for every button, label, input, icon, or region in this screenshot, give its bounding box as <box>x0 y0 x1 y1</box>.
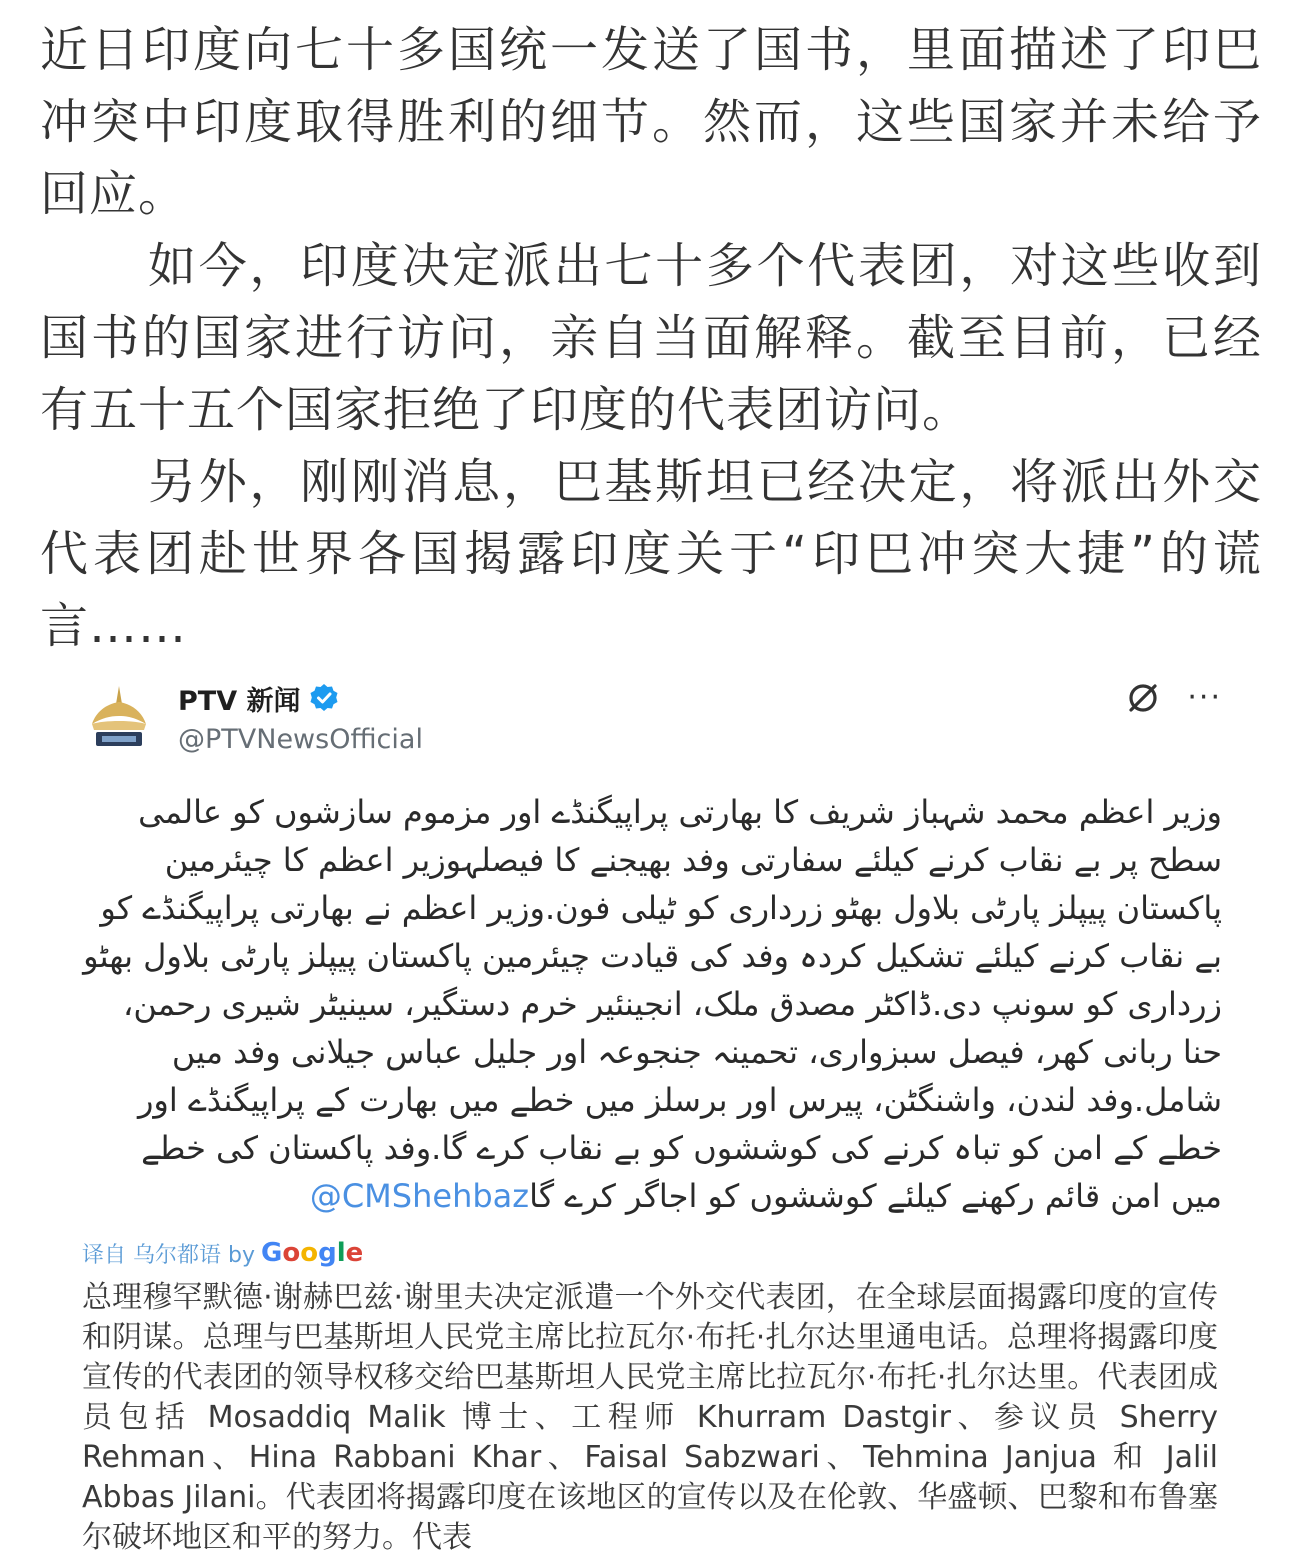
more-options-icon[interactable]: ··· <box>1187 680 1222 715</box>
verified-badge-icon <box>309 683 339 713</box>
tweet-urdu-body: وزیر اعظم محمد شہباز شریف کا بھارتی پراپیگنڈے اور مزموم سازشوں کو عالمی سطح پر بے نقاب کرنے کیلئے سفارتی وفد بھیجنے کا فیصلہوزیر اعظم کا چیئرمین پاکستان پیپلز پارٹی بلاول بھٹو زرداری کو ٹیلی فون.وزیر اعظم نے بھارتی پراپیگنڈے کو بے نقاب کرنے کیلئے تشکیل کردہ وفد کی قیادت چیئرمین پاکستان پیپلز پارٹی بلاول بھٹو زرداری کو سونپ دی.ڈاکٹر مصدق ملک، انجینئیر خرم دستگیر، سینیٹر شیری رحمن، حنا ربانی کھر، فیصل سبزواری، تحمینہ جنجوعہ اور جلیل عباس جیلانی وفد میں شامل.وفد لندن، واشنگٹن، پیرس اور برسلز میں خطے میں بھارت کے پراپیگنڈے اور خطے کے امن کو تباہ کرنے کی کوششوں کو بے نقاب کرے گا.وفد پاکستان کی خطے میں امن قائم رکھنے کیلئے کوششوں کو اجاگر کرے گا <box>83 793 1222 1215</box>
article-paragraph-1: 近日印度向七十多国统一发送了国书，里面描述了印巴冲突中印度取得胜利的细节。然而，这些国家并未给予回应。 <box>40 22 1262 222</box>
tweet-header <box>82 670 1232 770</box>
tweet-translated-text: 总理穆罕默德·谢赫巴兹·谢里夫决定派遣一个外交代表团，在全球层面揭露印度的宣传和阴谋。总理与巴基斯坦人民党主席比拉瓦尔·布托·扎尔达里通电话。总理将揭露印度宣传的代表团的领导权移交给巴基斯坦人民党主席比拉瓦尔·布托·扎尔达里。代表团成员包括 Mosaddiq Malik 博士、工程师 Khurram Dastgir、参议员 Sherry Rehman、Hina Rabbani Khar、Faisal Sabzwari、Tehmina Janjua 和 Jalil Abbas Jilani。代表团将揭露印度在该地区的宣传以及在伦敦、华盛顿、巴黎和布鲁塞尔破坏地区和平的努力。代表 <box>82 1280 1218 1555</box>
author-block <box>178 678 423 755</box>
author-name[interactable]: PTV 新闻 <box>178 685 301 717</box>
tweet-urdu-text <box>82 788 1232 1220</box>
mention-link[interactable]: @CMShehbaz <box>309 1177 530 1215</box>
avatar[interactable] <box>86 682 152 752</box>
tweet-actions <box>1125 680 1222 716</box>
translation-source[interactable] <box>82 1238 1232 1268</box>
google-logo: Google <box>260 1238 364 1268</box>
translate-prefix: 译自 乌尔都语 by <box>82 1242 255 1268</box>
article-paragraph-2: 如今，印度决定派出七十多个代表团，对这些收到国书的国家进行访问，亲自当面解释。截至目前，已经有五十五个国家拒绝了印度的代表团访问。 <box>40 238 1262 438</box>
author-handle[interactable]: @PTVNewsOfficial <box>178 724 423 755</box>
ptv-logo-icon <box>86 682 152 752</box>
article-body <box>40 14 1262 662</box>
article-paragraph-3: 另外，刚刚消息，巴基斯坦已经决定，将派出外交代表团赴世界各国揭露印度关于“印巴冲突大捷”的谎言…… <box>40 454 1262 654</box>
grok-icon[interactable] <box>1125 680 1161 716</box>
embedded-tweet[interactable] <box>82 670 1232 1558</box>
